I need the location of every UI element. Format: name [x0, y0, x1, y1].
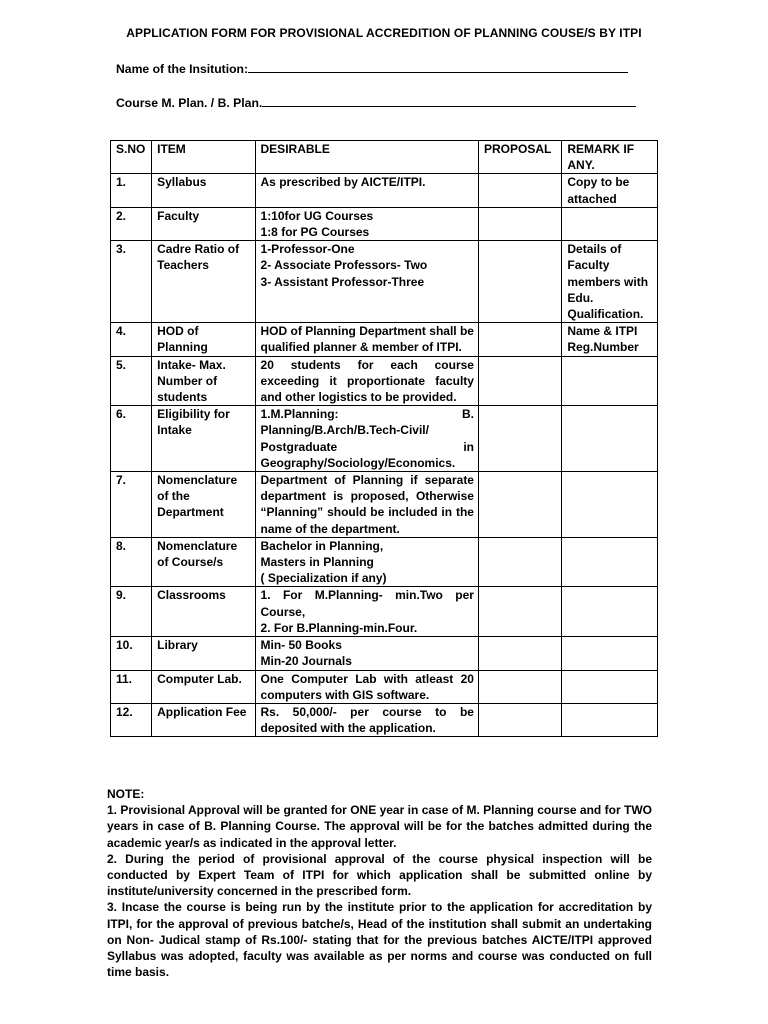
desirable-line: 2- Associate Professors- Two: [260, 258, 428, 273]
desirable-line: 2. For B.Planning-min.Four.: [260, 620, 418, 635]
row-item: Classrooms: [152, 587, 255, 637]
desirable-line: ( Specialization if any): [260, 571, 387, 586]
desirable-line: 1. For M.Planning- min.Two per Course,: [260, 588, 474, 619]
header-remark: REMARK IF ANY.: [562, 141, 658, 174]
desirable-line: Bachelor in Planning,: [260, 538, 384, 553]
desirable-line: 1.M.Planning: B. Planning/B.Arch/B.Tech-Civil/ Postgraduate in Geography/Sociology/Economics.: [260, 407, 474, 470]
table-row: [111, 587, 658, 637]
table-body: [111, 174, 658, 737]
institution-name-blank[interactable]: [248, 60, 628, 73]
row-sno: 2.: [111, 207, 152, 240]
course-field: [116, 94, 636, 110]
institution-name-label: Name of the Insitution:: [116, 62, 249, 76]
institution-name-field: [116, 60, 628, 76]
notes-list: [107, 802, 652, 980]
header-sno: S.NO: [111, 141, 152, 174]
table-row: [111, 537, 658, 587]
row-proposal[interactable]: [478, 323, 561, 356]
row-item: Computer Lab.: [152, 670, 255, 703]
row-item: Intake- Max. Number of students: [152, 356, 255, 406]
row-sno: 10.: [111, 637, 152, 670]
row-sno: 5.: [111, 356, 152, 406]
row-proposal[interactable]: [478, 356, 561, 406]
desirable-line: 20 students for each course exceeding it proportionate faculty and other logistics to be provided.: [260, 357, 474, 405]
note-item: 3. Incase the course is being run by the institute prior to the application for accreditation by ITPI, for the approval of previous batche/s, Head of the institution shall submit an undertaking on Non- Judical stamp of Rs.100/- stating that for the previous batches AICTE/ITPI approved Syllabus was adopted, faculty was available as per norms and course was conducted on full time basis.: [107, 900, 652, 980]
table-row: [111, 472, 658, 538]
row-desirable: [255, 406, 478, 472]
note-item: 2. During the period of provisional approval of the course physical inspection will be conducted by Expert Team of ITPI for which application shall be submitted online by institute/university concerned in the prescribed form.: [107, 851, 652, 899]
table-row: [111, 406, 658, 472]
row-desirable: [255, 637, 478, 670]
header-desirable: DESIRABLE: [255, 141, 478, 174]
row-proposal[interactable]: [478, 587, 561, 637]
note-item: 1. Provisional Approval will be granted for ONE year in case of M. Planning course and for TWO years in case of B. Planning Course. The approval will be for the batches admitted during the academic year/s as indicated in the approval letter.: [107, 803, 652, 850]
table-row: [111, 207, 658, 240]
desirable-line: Masters in Planning: [260, 555, 374, 570]
row-remark: [562, 207, 658, 240]
row-proposal[interactable]: [478, 472, 561, 538]
row-remark: [562, 587, 658, 637]
row-item: Faculty: [152, 207, 255, 240]
row-sno: 8.: [111, 537, 152, 587]
row-sno: 9.: [111, 587, 152, 637]
desirable-line: Min- 50 Books: [260, 638, 342, 653]
row-proposal[interactable]: [478, 207, 561, 240]
row-sno: 1.: [111, 174, 152, 207]
desirable-line: 1:8 for PG Courses: [260, 225, 370, 240]
row-desirable: [255, 670, 478, 703]
row-desirable: [255, 703, 478, 736]
accreditation-table: [110, 140, 658, 737]
row-proposal[interactable]: [478, 703, 561, 736]
table-row: [111, 703, 658, 736]
desirable-line: Department of Planning if separate department is proposed, Otherwise “Planning” should be included in the name of the department.: [260, 473, 474, 536]
row-desirable: [255, 174, 478, 207]
course-label: Course M. Plan. / B. Plan.: [116, 96, 263, 110]
course-blank[interactable]: [262, 94, 636, 107]
table-row: [111, 174, 658, 207]
form-title: APPLICATION FORM FOR PROVISIONAL ACCREDITION OF PLANNING COUSE/S BY ITPI: [126, 26, 642, 40]
row-remark: [562, 472, 658, 538]
row-item: HOD of Planning: [152, 323, 255, 356]
row-item: Nomenclature of the Department: [152, 472, 255, 538]
row-sno: 4.: [111, 323, 152, 356]
row-proposal[interactable]: [478, 637, 561, 670]
desirable-line: Rs. 50,000/- per course to be deposited with the application.: [260, 704, 474, 736]
row-proposal[interactable]: [478, 174, 561, 207]
desirable-line: Min-20 Journals: [260, 654, 352, 669]
table-row: [111, 670, 658, 703]
row-remark: Name & ITPI Reg.Number: [562, 323, 658, 356]
desirable-line: HOD of Planning Department shall be qualified planner & member of ITPI.: [260, 324, 474, 355]
row-desirable: [255, 472, 478, 538]
row-remark: [562, 637, 658, 670]
row-item: Syllabus: [152, 174, 255, 207]
row-item: Cadre Ratio of Teachers: [152, 241, 255, 323]
row-sno: 6.: [111, 406, 152, 472]
row-proposal[interactable]: [478, 406, 561, 472]
row-sno: 11.: [111, 670, 152, 703]
desirable-line: 1-Professor-One: [260, 242, 355, 257]
row-sno: 7.: [111, 472, 152, 538]
desirable-line: 1:10for UG Courses: [260, 208, 374, 223]
row-desirable: [255, 241, 478, 323]
row-sno: 12.: [111, 703, 152, 736]
row-item: Eligibility for Intake: [152, 406, 255, 472]
row-proposal[interactable]: [478, 241, 561, 323]
row-proposal[interactable]: [478, 670, 561, 703]
notes-heading: NOTE:: [107, 787, 145, 801]
row-desirable: [255, 356, 478, 406]
desirable-line: As prescribed by AICTE/ITPI.: [260, 175, 426, 190]
row-remark: Details of Faculty members with Edu. Qualification.: [562, 241, 658, 323]
table-row: [111, 356, 658, 406]
table-header-row: [111, 141, 658, 174]
table-row: [111, 637, 658, 670]
notes-section: [107, 786, 652, 980]
row-desirable: [255, 587, 478, 637]
row-desirable: [255, 537, 478, 587]
row-desirable: [255, 207, 478, 240]
row-sno: 3.: [111, 241, 152, 323]
header-proposal: PROPOSAL: [478, 141, 561, 174]
row-item: Library: [152, 637, 255, 670]
row-item: Application Fee: [152, 703, 255, 736]
row-remark: [562, 537, 658, 587]
row-item: Nomenclature of Course/s: [152, 537, 255, 587]
header-item: ITEM: [152, 141, 255, 174]
row-remark: [562, 356, 658, 406]
table-row: [111, 241, 658, 323]
row-remark: [562, 703, 658, 736]
desirable-line: One Computer Lab with atleast 20 computers with GIS software.: [260, 671, 474, 702]
table-row: [111, 323, 658, 356]
row-remark: Copy to be attached: [562, 174, 658, 207]
row-proposal[interactable]: [478, 537, 561, 587]
row-remark: [562, 670, 658, 703]
row-remark: [562, 406, 658, 472]
desirable-line: 3- Assistant Professor-Three: [260, 274, 425, 289]
row-desirable: [255, 323, 478, 356]
